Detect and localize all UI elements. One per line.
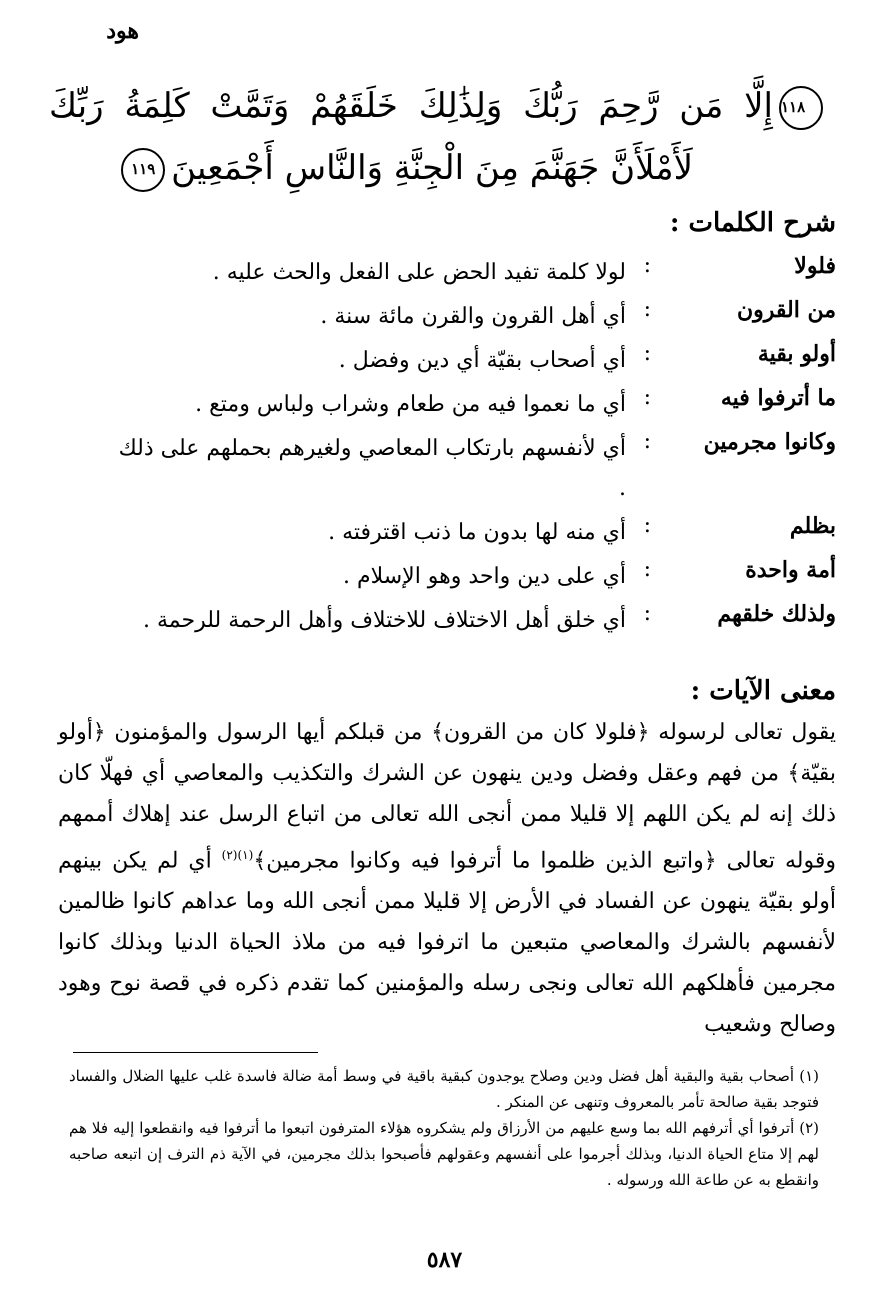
meaning-text-part-2: أي لم يكن بينهم أولو بقيّة ينهون عن الفساد في الأرض إلا قليلا ممن أنجى الله وما عداهم كانوا ظالمين لأنفسهم بالشرك والمعاصي متبعين ما اترفوا فيه من ملاذ الحياة الدنيا وبذلك كانوا مجرمين فأهلكهم الله تعالى ونجى رسله والمؤمنين كما تقدم ذكره في قصة نوح وهود وصالح وشعيب	[58, 848, 836, 1038]
glossary-term: ولذلك خلقهم	[717, 601, 836, 627]
glossary-colon: :	[643, 429, 651, 454]
meaning-body	[58, 712, 836, 1045]
meaning-title: معنى الآيات :	[690, 676, 836, 706]
glossary-term: فلولا	[794, 253, 836, 279]
glossary-colon: :	[643, 297, 651, 322]
glossary-definition: أي ما نعموا فيه من طعام وشراب ولباس ومتع .	[195, 392, 626, 417]
glossary-colon: :	[643, 601, 651, 626]
glossary-definition: أي خلق أهل الاختلاف للاختلاف وأهل الرحمة للرحمة .	[142, 608, 626, 633]
glossary-definition: أي لأنفسهم بارتكاب المعاصي ولغيرهم بحملهم على ذلك .	[118, 436, 626, 501]
verse-line-1	[49, 86, 829, 130]
glossary-item	[56, 429, 836, 513]
glossary-term: بظلم	[789, 513, 836, 539]
glossary-definition: أي أهل القرون والقرن مائة سنة .	[320, 304, 626, 329]
glossary-item	[56, 253, 836, 297]
glossary-item	[56, 385, 836, 429]
glossary-item	[56, 513, 836, 557]
glossary-definition: أي منه لها بدون ما ذنب اقترفته .	[328, 520, 626, 545]
glossary-colon: :	[643, 513, 651, 538]
glossary-title: شرح الكلمات :	[669, 208, 836, 238]
verse-number-119: ١١٩	[121, 148, 165, 192]
glossary-definition: أي على دين واحد وهو الإسلام .	[342, 564, 626, 589]
glossary-item	[56, 557, 836, 601]
glossary-term: ما أترفوا فيه	[720, 385, 836, 411]
glossary-term: من القرون	[736, 297, 836, 323]
footnote-2: (٢) أترفوا أي أترفهم الله بما وسع عليهم من الأرزاق ولم يشكروه هؤلاء المترفون اتبعوا ما أترفوا فيه وانقطعوا إليه فلا هم لهم إلا متاع الحياة الدنيا، وبذلك أجرموا على أنفسهم وعقولهم فأصبحوا بذلك مجرمين، في الآية ذم الترف إن اتبعه صاحبه وانقطع به عن طاعة الله ورسوله .	[69, 1119, 819, 1189]
footnote-1: (١) أصحاب بقية والبقية أهل فضل ودين وصلاح يوجدون كبقية باقية في وسط أمة ضالة فاسدة غلب عليها الضلال والفساد فتوجد بقية صالحة تأمر بالمعروف وتنهى عن المنكر .	[69, 1067, 819, 1111]
glossary-item	[56, 601, 836, 685]
page-number: ٥٨٧	[426, 1247, 463, 1273]
glossary-colon: :	[643, 385, 651, 410]
meaning-paragraph	[58, 712, 836, 1045]
surah-name-header: هود	[106, 18, 139, 44]
meaning-text-part-1: يقول تعالى لرسوله ﴿فلولا كان من القرون﴾ من قبلكم أيها الرسول والمؤمنون ﴿أولو بقيّة﴾ من فهم وعقل وفضل ودين ينهون عن الشرك والتكذيب والمعاصي أي فهلّا كان ذلك إنه لم يكن اللهم إلا قليلا ممن أنجى الله تعالى من اتباع الرسل عند إهلاك أممهم وقوله تعالى ﴿واتبع الذين ظلموا ما أترفوا فيه وكانوا مجرمين﴾	[58, 720, 836, 874]
glossary-colon: :	[643, 341, 651, 366]
glossary-term: أولو بقية	[757, 341, 836, 367]
glossary-colon: :	[643, 557, 651, 582]
footnote-separator	[73, 1052, 318, 1053]
glossary-colon: :	[643, 253, 651, 278]
footnote-ref-1: (١)	[237, 848, 254, 862]
footnotes	[69, 1063, 819, 1193]
glossary-term: أمة واحدة	[745, 557, 836, 583]
glossary-term: وكانوا مجرمين	[703, 429, 836, 455]
glossary-list	[56, 253, 836, 685]
verse-number-118: ١١٨	[779, 86, 823, 130]
footnote-ref-2: (٢)	[221, 848, 238, 862]
glossary-definition: لولا كلمة تفيد الحض على الفعل والحث عليه .	[212, 260, 626, 285]
verse-line-2	[115, 148, 693, 192]
glossary-item	[56, 297, 836, 341]
glossary-item	[56, 341, 836, 385]
verse-text-118: إِلَّا مَن رَّحِمَ رَبُّكَ وَلِذَٰلِكَ خَلَقَهُمْ وَتَمَّتْ كَلِمَةُ رَبِّكَ	[49, 86, 773, 126]
glossary-definition: أي أصحاب بقيّة أي دين وفضل .	[338, 348, 626, 373]
verse-text-119: لَأَمْلَأَنَّ جَهَنَّمَ مِنَ الْجِنَّةِ وَالنَّاسِ أَجْمَعِينَ	[171, 148, 693, 188]
